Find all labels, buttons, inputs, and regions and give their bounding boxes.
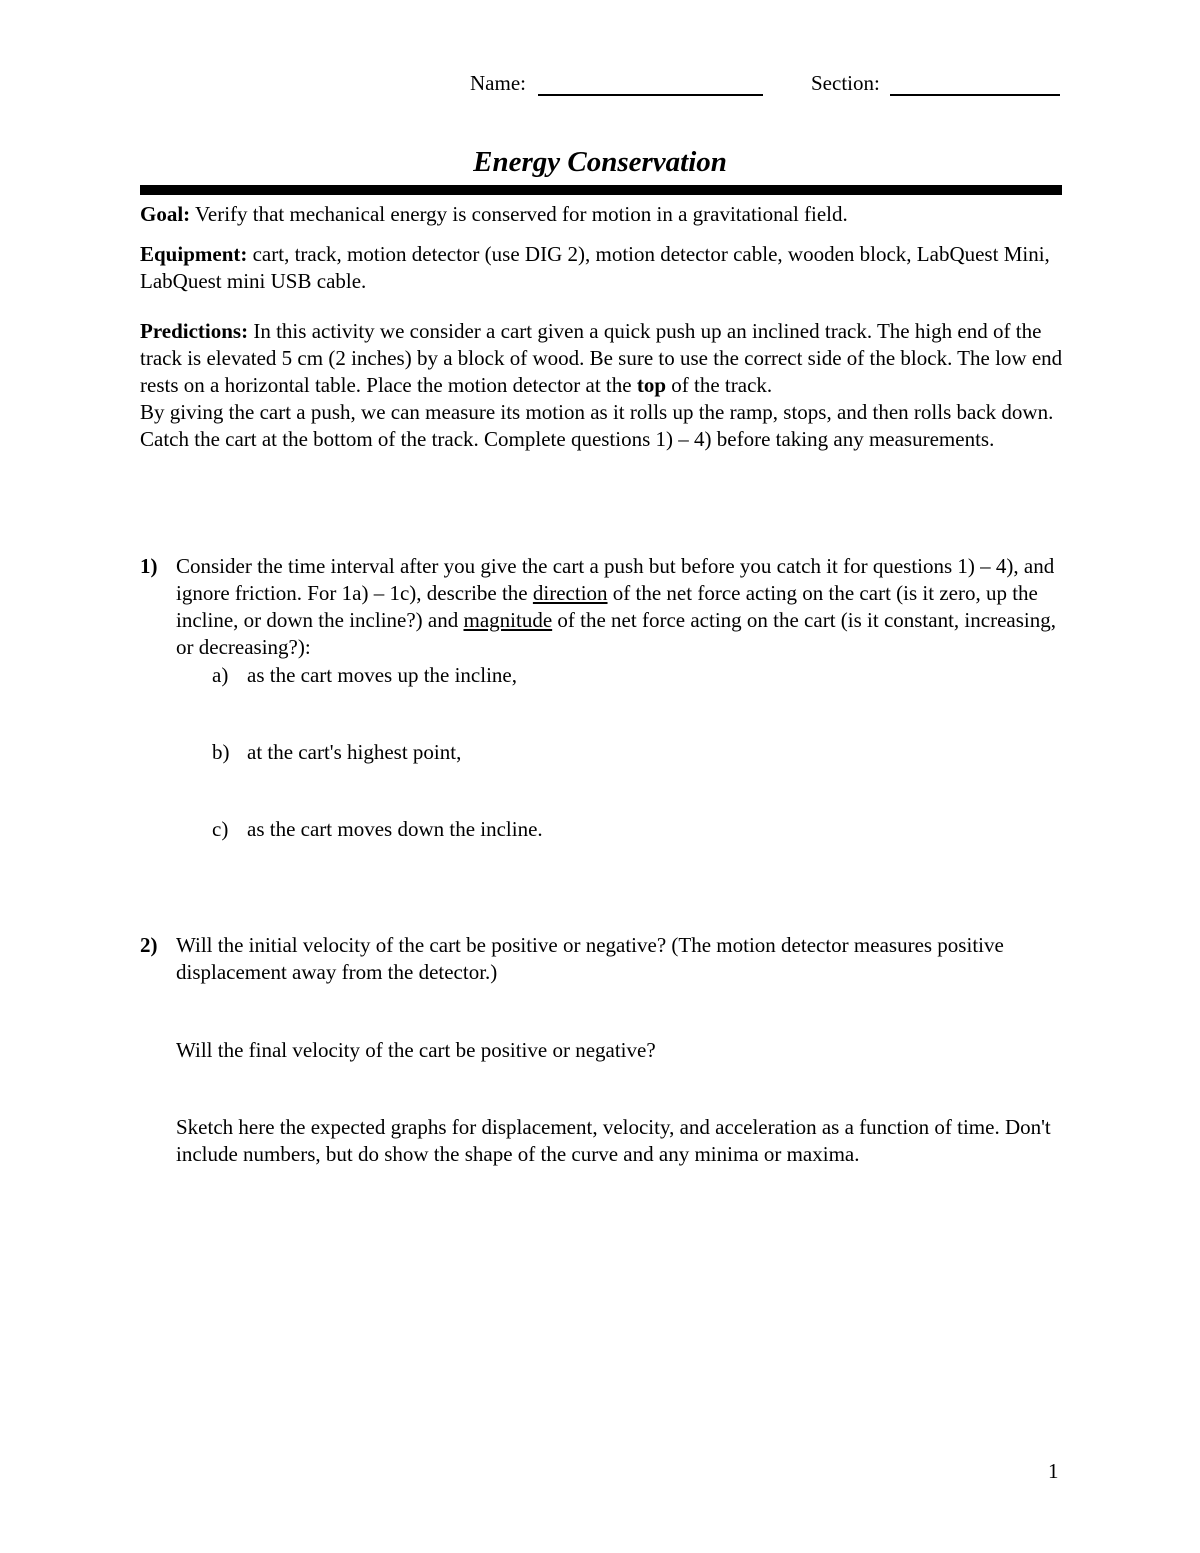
question-1a-label: a) (212, 663, 229, 687)
question-1-text-c: of the net force acting on the cart (is it constant, increasing, or decreasing?): (176, 608, 1056, 659)
question-1a-text: as the cart moves up the incline, (247, 663, 517, 687)
question-1c-text: as the cart moves down the incline. (247, 817, 543, 841)
predictions-paragraph-2: By giving the cart a push, we can measure its motion as it rolls up the ramp, stops, and then rolls back down. Catch the cart at the bottom of the track. Complete questions 1) – 4) before taking any measurements. (140, 400, 1054, 451)
question-1-text-a: Consider the time interval after you give the cart a push but before you catch it for questions 1) – 4), and ignore friction. For 1a) – 1c), describe the (176, 554, 1055, 605)
final-velocity-text: Will the final velocity of the cart be positive or negative? (176, 1038, 656, 1062)
goal-paragraph (140, 201, 1065, 228)
equipment-text: cart, track, motion detector (use DIG 2), motion detector cable, wooden block, LabQuest Mini, LabQuest mini USB cable. (140, 242, 1050, 293)
question-2-number: 2) (140, 933, 158, 957)
page-number: 1 (1048, 1459, 1059, 1483)
question-1c-label: c) (212, 817, 229, 841)
header-fields (470, 70, 1070, 100)
question-2-text: Will the initial velocity of the cart be positive or negative? (The motion detector measures positive displacement away from the detector.) (176, 933, 1004, 984)
name-blank-line[interactable] (538, 94, 763, 96)
question-1b-text: at the cart's highest point, (247, 740, 462, 764)
goal-text: Verify that mechanical energy is conserved for motion in a gravitational field. (190, 202, 848, 226)
section-blank-line[interactable] (890, 94, 1060, 96)
predictions-paragraph (140, 318, 1065, 399)
question-1-number: 1) (140, 554, 158, 578)
underlined-magnitude: magnitude (463, 608, 553, 632)
underlined-direction: direction (532, 581, 608, 605)
predictions-section (140, 318, 1065, 453)
predictions-text-a: In this activity we consider a cart given a quick push up an inclined track. The high end of the track is elevated 5 cm (2 inches) by a block of wood. Be sure to use the correct side of the block. The low end rests on a horizontal table. Place the motion detector at the (140, 319, 1063, 397)
question-1-text (176, 553, 1066, 661)
page-title: Energy Conservation (473, 146, 727, 178)
goal-label: Goal: (140, 202, 191, 226)
predictions-label: Predictions: (140, 319, 249, 343)
equipment-label: Equipment: (140, 242, 248, 266)
name-label: Name: (470, 71, 526, 95)
predictions-text-b: of the track. (666, 373, 773, 397)
sketch-instructions: Sketch here the expected graphs for displacement, velocity, and acceleration as a function of time. Don't include numbers, but do show the shape of the curve and any minima or maxima. (176, 1115, 1051, 1166)
predictions-bold-word: top (636, 373, 667, 397)
equipment-paragraph (140, 241, 1065, 295)
question-1-text-b: of the net force acting on the cart (is it zero, up the incline, or down the incline?) and (176, 581, 1038, 632)
title-divider (140, 185, 1062, 195)
question-1b-label: b) (212, 740, 230, 764)
section-label: Section: (811, 71, 880, 95)
